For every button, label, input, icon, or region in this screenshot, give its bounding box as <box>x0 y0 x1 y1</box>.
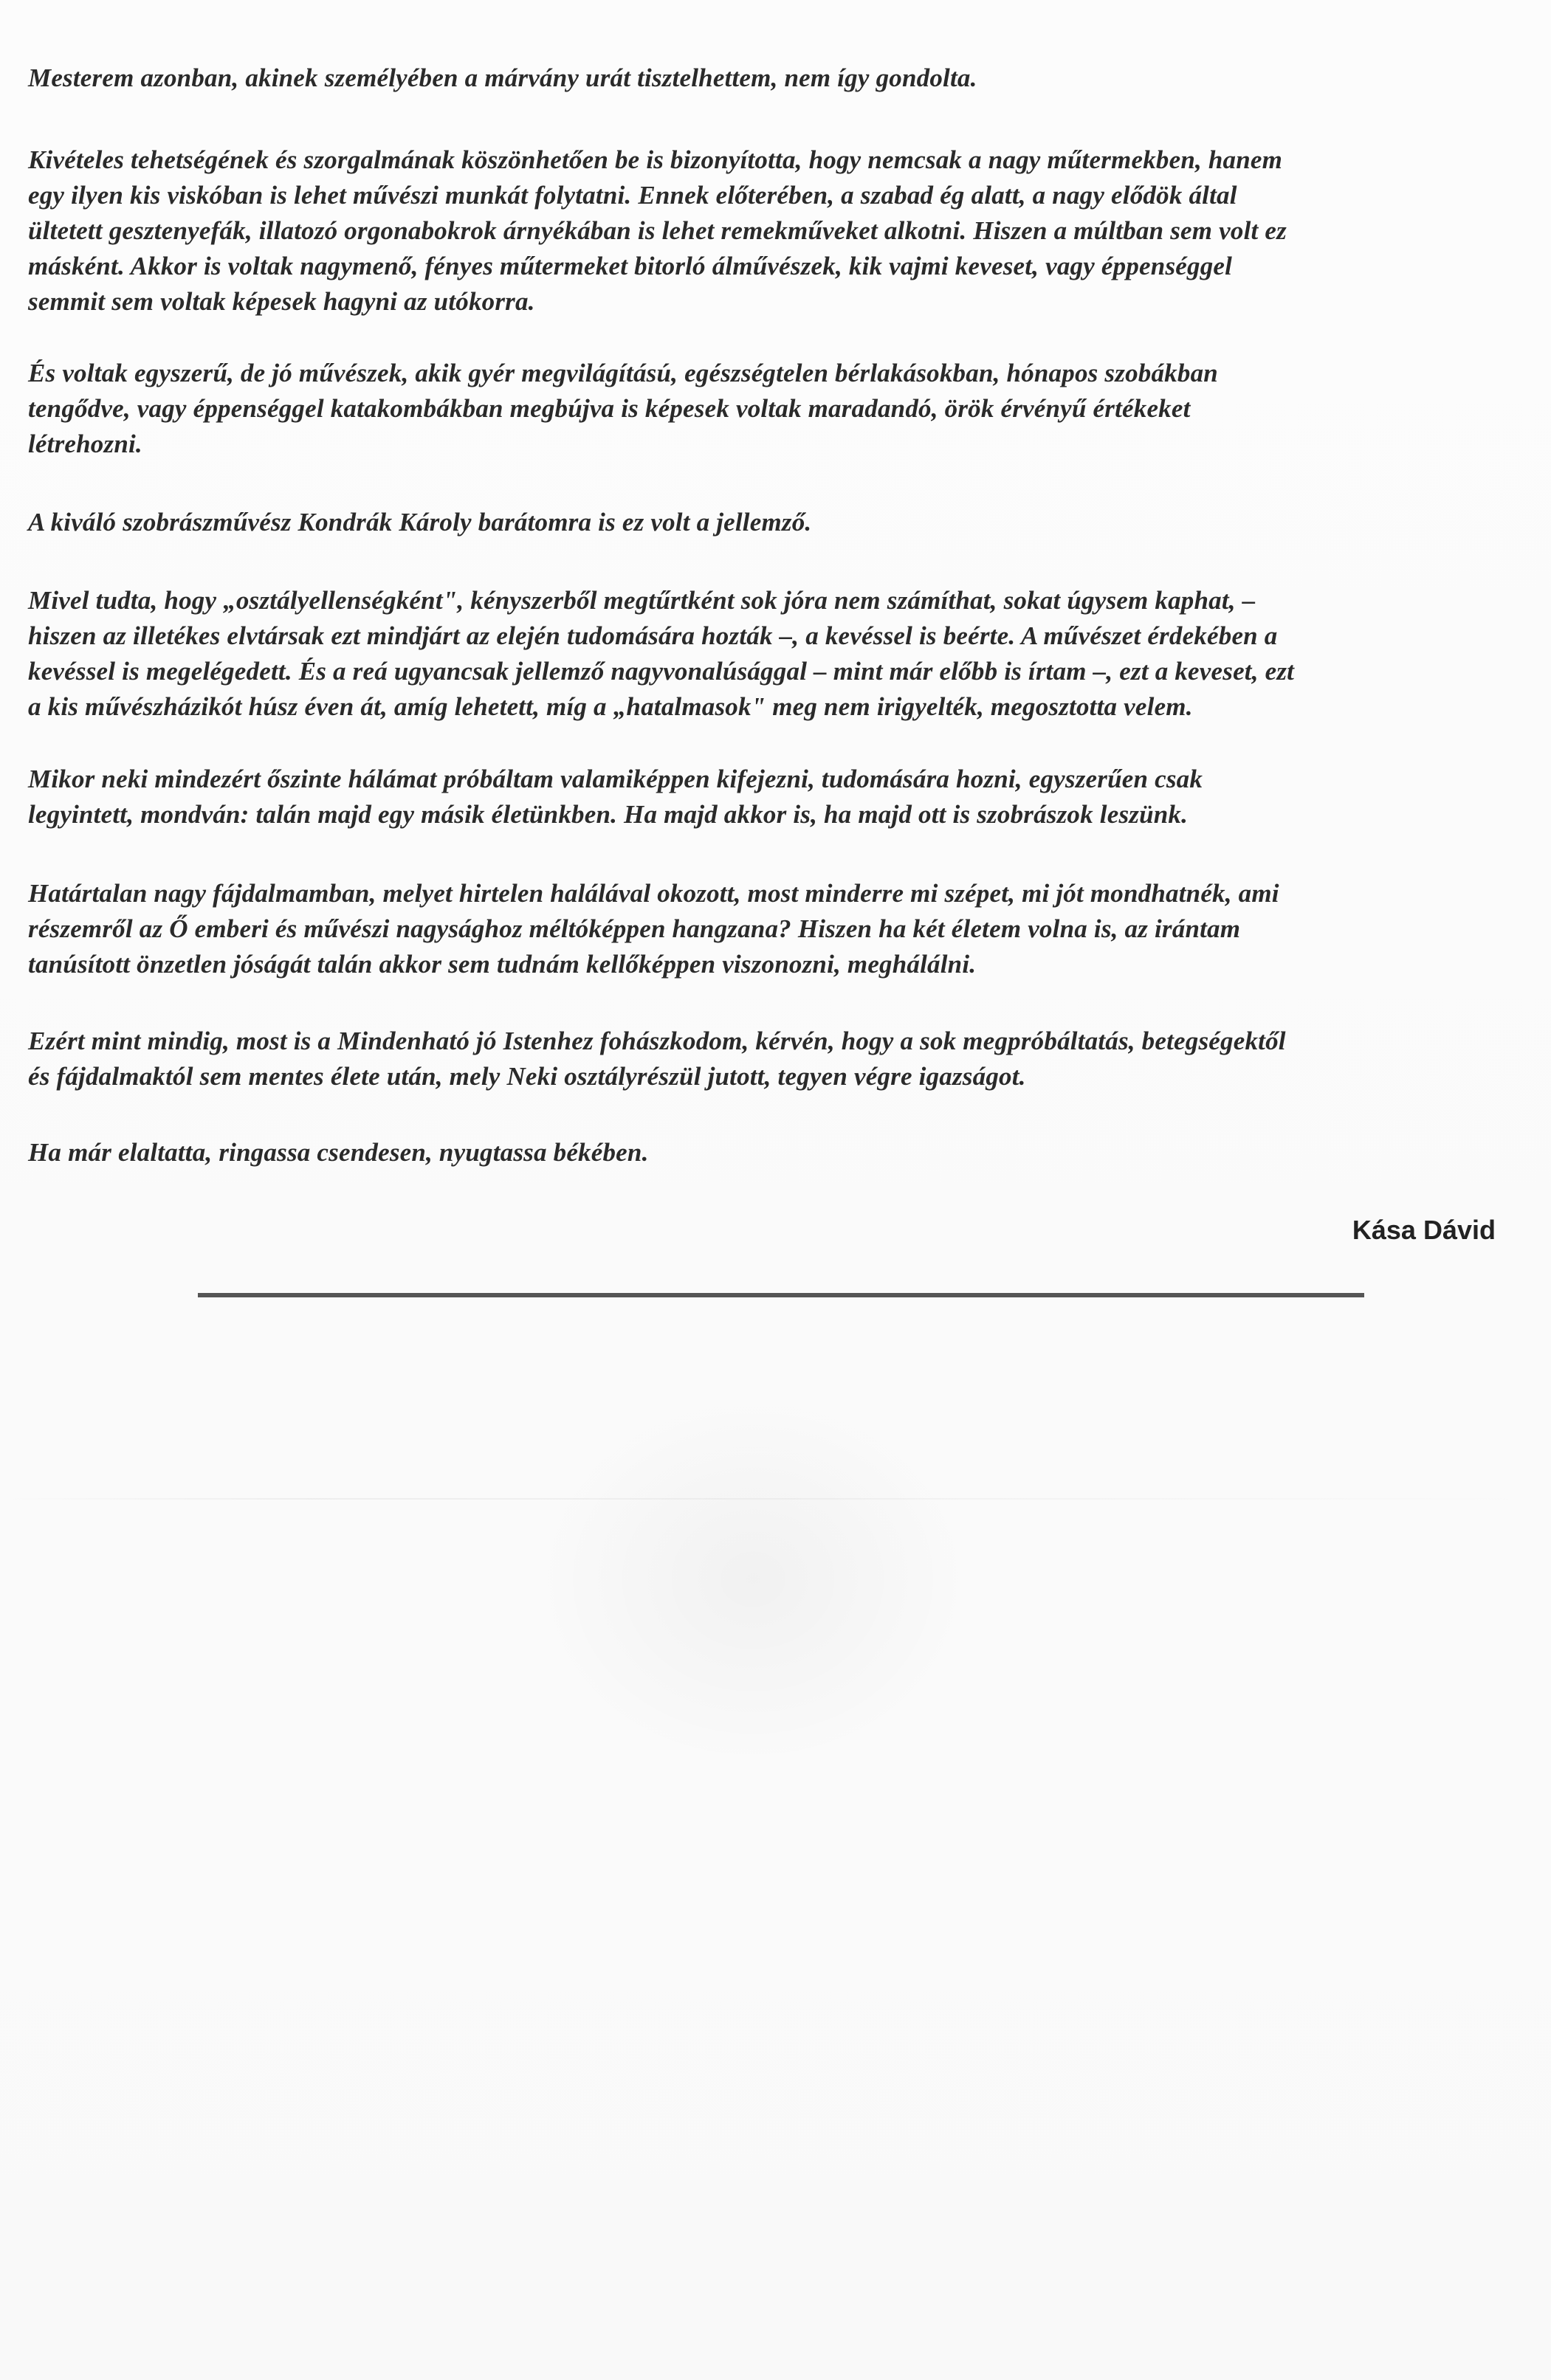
signature: Kása Dávid <box>1352 1215 1496 1245</box>
paper-fold <box>0 1498 1551 1500</box>
paragraph-1: Mesterem azonban, akinek személyében a márvány urát tisztelhettem, nem így gondolta. <box>28 63 977 92</box>
paragraph-2: Kivételes tehetségének és szorgalmának köszönhetően be is bizonyította, hogy nemcsak a nagy műtermekben, hanem egy ilyen kis viskóban is lehet művészi munkát folytatni. Ennek előterében, a szabad ég alatt, a nagy elődök által ültetett gesztenyefák, illatozó orgonabokrok árnyékában is lehet remekműveket alkotni. Hiszen a múltban sem volt ez másként. Akkor is voltak nagymenő, fényes műtermeket bitorló álművészek, kik vajmi keveset, vagy éppenséggel semmit sem voltak képesek hagyni az utókorra. <box>28 145 1287 316</box>
paragraph-3: És voltak egyszerű, de jó művészek, akik gyér megvilágítású, egészségtelen bérlakásokban, hónapos szobákban tengődve, vagy éppenséggel katakombákban megbújva is képesek voltak maradandó, örök érvényű értékeket létrehozni. <box>28 359 1218 458</box>
paragraph-8: Ezért mint mindig, most is a Mindenható jó Istenhez fohászkodom, kérvén, hogy a sok megpróbáltatás, betegségektől és fájdalmaktól sem mentes élete után, mely Neki osztályrészül jutott, tegyen végre igazságot. <box>28 1027 1286 1091</box>
horizontal-rule <box>198 1293 1364 1297</box>
paragraph-4: A kiváló szobrászművész Kondrák Károly barátomra is ez volt a jellemző. <box>28 508 812 537</box>
paragraph-6: Mikor neki mindezért őszinte hálámat próbáltam valamiképpen kifejezni, tudomására hozni, egyszerűen csak legyintett, mondván: talán majd egy másik életünkben. Ha majd akkor is, ha majd ott is szobrászok leszünk. <box>28 765 1203 829</box>
paragraph-9: Ha már elaltatta, ringassa csendesen, nyugtassa békében. <box>28 1138 649 1167</box>
paragraph-7: Határtalan nagy fájdalmamban, melyet hirtelen halálával okozott, most minderre mi szépet, mi jót mondhatnék, ami részemről az Ő emberi és művészi nagysághoz méltóképpen hangzana? Hiszen ha két életem volna is, az irántam tanúsított önzetlen jóságát talán akkor sem tudnám kellőképpen viszonozni, meghálálni. <box>28 879 1279 979</box>
paragraph-5: Mivel tudta, hogy „osztályellenségként", kényszerből megtűrtként sok jóra nem számíthat, sokat úgysem kaphat, – hiszen az illetékes elvtársak ezt mindjárt az elején tudomására hozták –, a kevéssel is beérte. A művészet érdekében a kevéssel is megelégedett. És a reá ugyancsak jellemző nagyvonalúsággal – mint már előbb is írtam –, ezt a keveset, ezt a kis művészházikót húsz éven át, amíg lehetett, míg a „hatalmasok" meg nem irigyelték, megosztotta velem. <box>28 586 1295 721</box>
